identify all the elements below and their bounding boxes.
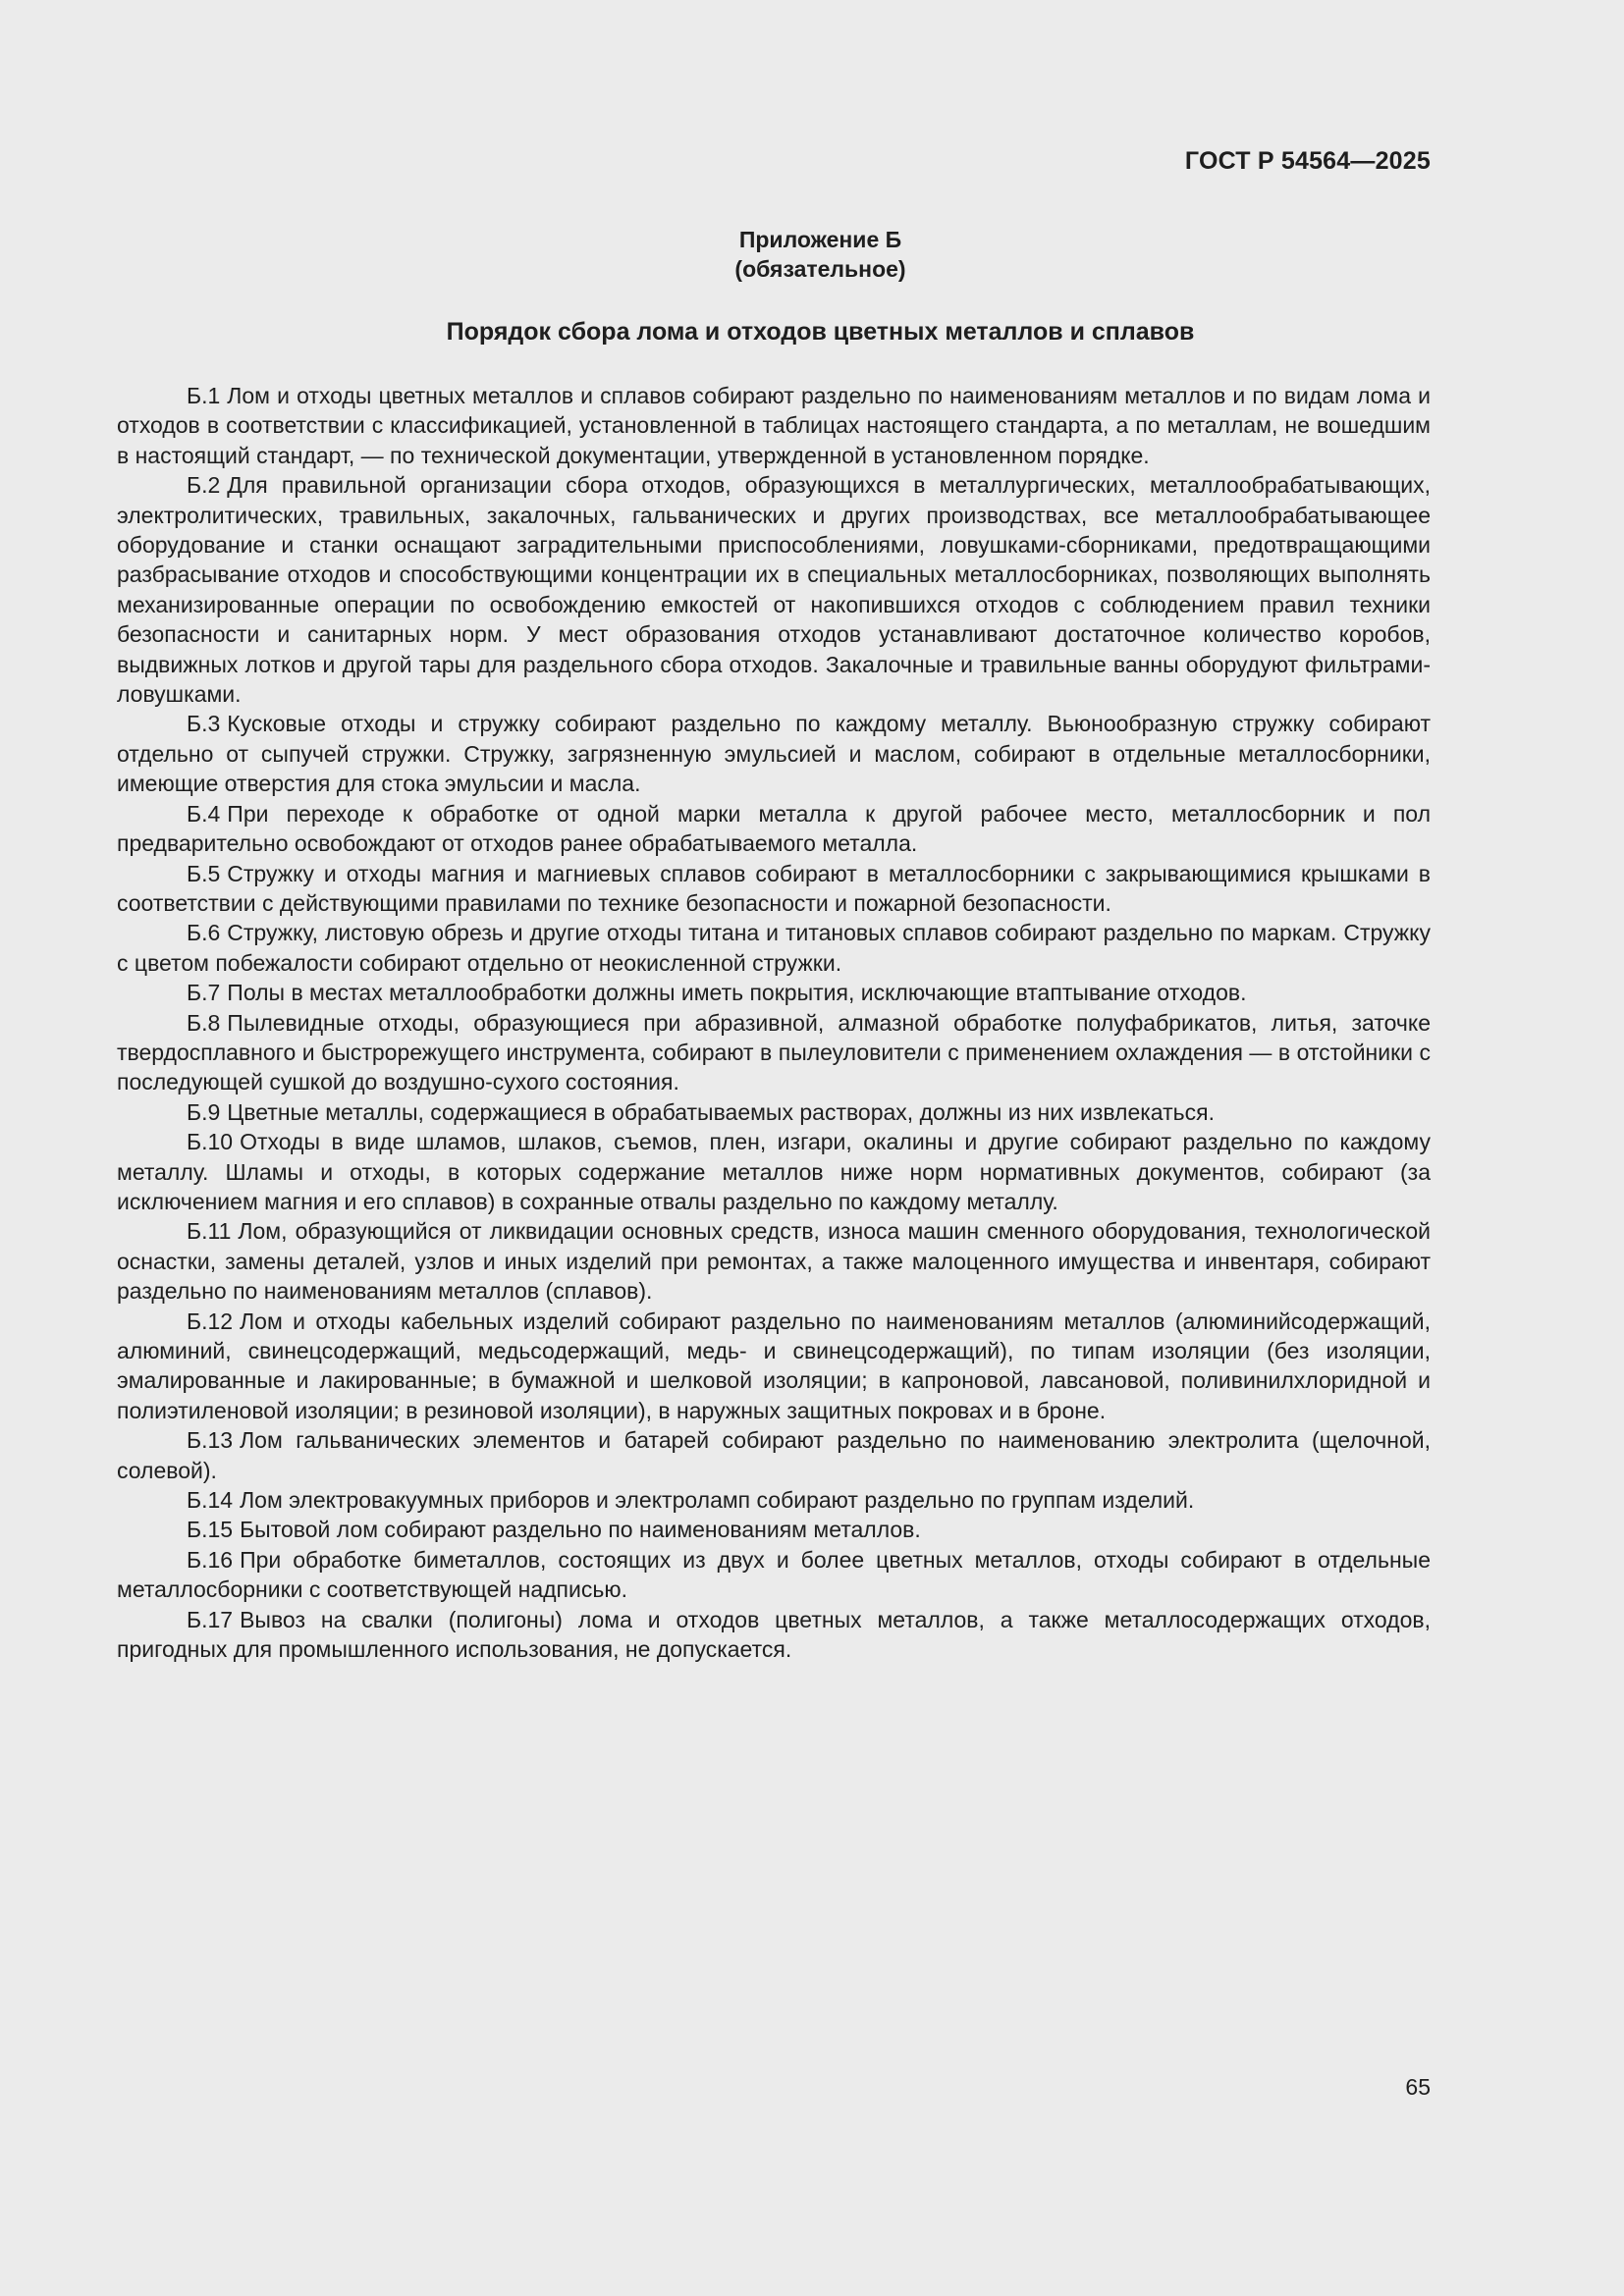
paragraph-text: Лом электровакуумных приборов и электроламп собирают раздельно по группам изделий. <box>240 1487 1195 1514</box>
paragraph-text: Лом гальванических элементов и батарей собирают раздельно по наименованию электролита (щелочной, солевой). <box>117 1427 1431 1483</box>
paragraph-number: Б.9 <box>187 1098 221 1125</box>
paragraph-text: Вывоз на свалки (полигоны) лома и отходов цветных металлов, а также металлосодержащих отходов, пригодных для промышленного использования, не допускается. <box>117 1606 1431 1663</box>
paragraph-b13 <box>117 1425 1431 1485</box>
paragraph-text: Для правильной организации сбора отходов, образующихся в металлургических, металлообрабатывающих, электролитических, травильных, закалочных, гальванических и других производствах, все металлообрабатывающее оборудование и станки оснащают заградительными приспособлениями, ловушками-сборниками, предотвращающими разбрасывание отходов и способствующими концентрации их в специальных металлосборниках, позволяющих выполнять механизированные операции по освобождению емкостей от накопившихся отходов с соблюдением правил техники безопасности и санитарных норм. У мест образования отходов устанавливают достаточное количество коробов, выдвижных лотков и другой тары для раздельного сбора отходов. Закалочные и травильные ванны оборудуют фильтрами-ловушками. <box>117 472 1431 708</box>
annex-label: Приложение Б <box>738 227 902 252</box>
paragraph-text: Стружку, листовую обрезь и другие отходы титана и титановых сплавов собирают раздельно по маркам. Стружку с цветом побежалости собирают отдельно от неокисленной стружки. <box>117 920 1431 976</box>
document-code: ГОСТ Р 54564—2025 <box>1184 147 1431 175</box>
paragraph-b17 <box>117 1605 1431 1665</box>
paragraph-number: Б.6 <box>187 920 221 946</box>
paragraph-number: Б.1 <box>187 383 221 408</box>
paragraph-b6 <box>117 918 1431 978</box>
paragraph-text: Стружку и отходы магния и магниевых сплавов собирают в металлосборники с закрывающимися крышками в соответствии с действующими правилами по технике безопасности и пожарной безопасности. <box>117 860 1431 916</box>
paragraph-text: Полы в местах металлообработки должны иметь покрытия, исключающие втаптывание отходов. <box>227 980 1247 1006</box>
paragraph-text: Пылевидные отходы, образующиеся при абразивной, алмазной обработке полуфабрикатов, литья, заточке твердосплавного и быстрорежущего инструмента, собирают в пылеуловители с применением охлаждения — в отстойники с последующей сушкой до воздушно-сухого состояния. <box>117 1009 1431 1095</box>
paragraph-number: Б.15 <box>187 1517 234 1543</box>
paragraph-number: Б.16 <box>187 1546 234 1573</box>
paragraph-b14 <box>117 1485 1431 1515</box>
paragraph-text: Кусковые отходы и стружку собирают раздельно по каждому металлу. Вьюнообразную стружку собирают отдельно от сыпучей стружки. Стружку, загрязненную эмульсией и маслом, собирают в отдельные металлосборники, имеющие отверстия для стока эмульсии и масла. <box>117 711 1431 797</box>
paragraph-number: Б.10 <box>187 1129 234 1155</box>
paragraph-number: Б.2 <box>187 472 221 499</box>
paragraph-b15 <box>117 1515 1431 1544</box>
paragraph-number: Б.14 <box>187 1487 234 1514</box>
paragraph-b11 <box>117 1216 1431 1306</box>
page-number: 65 <box>1405 2074 1431 2100</box>
paragraph-number: Б.11 <box>187 1218 232 1245</box>
annex-heading <box>0 225 1624 284</box>
paragraph-number: Б.8 <box>187 1009 221 1036</box>
paragraph-b16 <box>117 1545 1431 1605</box>
paragraph-b4 <box>117 799 1431 859</box>
paragraph-text: Цветные металлы, содержащиеся в обрабатываемых растворах, должны из них извлекаться. <box>227 1098 1215 1125</box>
paragraph-text: Отходы в виде шламов, шлаков, съемов, плен, изгари, окалины и другие собирают раздельно по каждому металлу. Шламы и отходы, в которых содержание металлов ниже норм нормативных документов, собирают (за исключением магния и его сплавов) в сохранные отвалы раздельно по каждому металлу. <box>117 1129 1431 1214</box>
paragraph-text: При переходе к обработке от одной марки металла к другой рабочее место, металлосборник и пол предварительно освобождают от отходов ранее обрабатываемого металла. <box>117 800 1431 857</box>
paragraph-b5 <box>117 859 1431 919</box>
paragraph-b12 <box>117 1307 1431 1426</box>
paragraph-number: Б.3 <box>187 711 221 737</box>
paragraph-b9 <box>117 1097 1431 1127</box>
paragraph-b8 <box>117 1008 1431 1097</box>
paragraph-b10 <box>117 1127 1431 1216</box>
annex-body <box>117 381 1431 1664</box>
paragraph-number: Б.12 <box>187 1308 234 1334</box>
paragraph-b3 <box>117 709 1431 798</box>
paragraph-text: Лом и отходы кабельных изделий собирают раздельно по наименованиям металлов (алюминийсодержащий, алюминий, свинецсодержащий, медьсодержащий, медь- и свинецсодержащий), по типам изоляции (без изоляции, эмалированные и лакированные; в бумажной и шелковой изоляции; в капроновой, лавсановой, поливинилхлоридной и полиэтиленовой изоляции; в резиновой изоляции), в наружных защитных покровах и в броне. <box>117 1308 1431 1423</box>
paragraph-number: Б.5 <box>187 860 221 886</box>
paragraph-number: Б.7 <box>187 980 221 1006</box>
paragraph-text: Лом и отходы цветных металлов и сплавов собирают раздельно по наименованиям металлов и по видам лома и отходов в соответствии с классификацией, установленной в таблицах настоящего стандарта, а по металлам, не вошедшим в настоящий стандарт, — по технической документации, утвержденной в установленном порядке. <box>117 383 1431 468</box>
paragraph-number: Б.13 <box>187 1427 234 1454</box>
paragraph-text: При обработке биметаллов, состоящих из двух и более цветных металлов, отходы собирают в отдельные металлосборники с соответствующей надписью. <box>117 1546 1431 1603</box>
paragraph-number: Б.4 <box>187 800 221 827</box>
paragraph-b2 <box>117 470 1431 709</box>
paragraph-b1 <box>117 381 1431 470</box>
annex-status: (обязательное) <box>734 256 906 282</box>
annex-title: Порядок сбора лома и отходов цветных металлов и сплавов <box>446 318 1195 346</box>
paragraph-text: Бытовой лом собирают раздельно по наименованиям металлов. <box>240 1517 921 1543</box>
paragraph-b7 <box>117 978 1431 1007</box>
paragraph-number: Б.17 <box>187 1606 234 1632</box>
paragraph-text: Лом, образующийся от ликвидации основных средств, износа машин сменного оборудования, технологической оснастки, замены деталей, узлов и иных изделий при ремонтах, а также малоценного имущества и инвентаря, собирают раздельно по наименованиям металлов (сплавов). <box>117 1218 1431 1305</box>
